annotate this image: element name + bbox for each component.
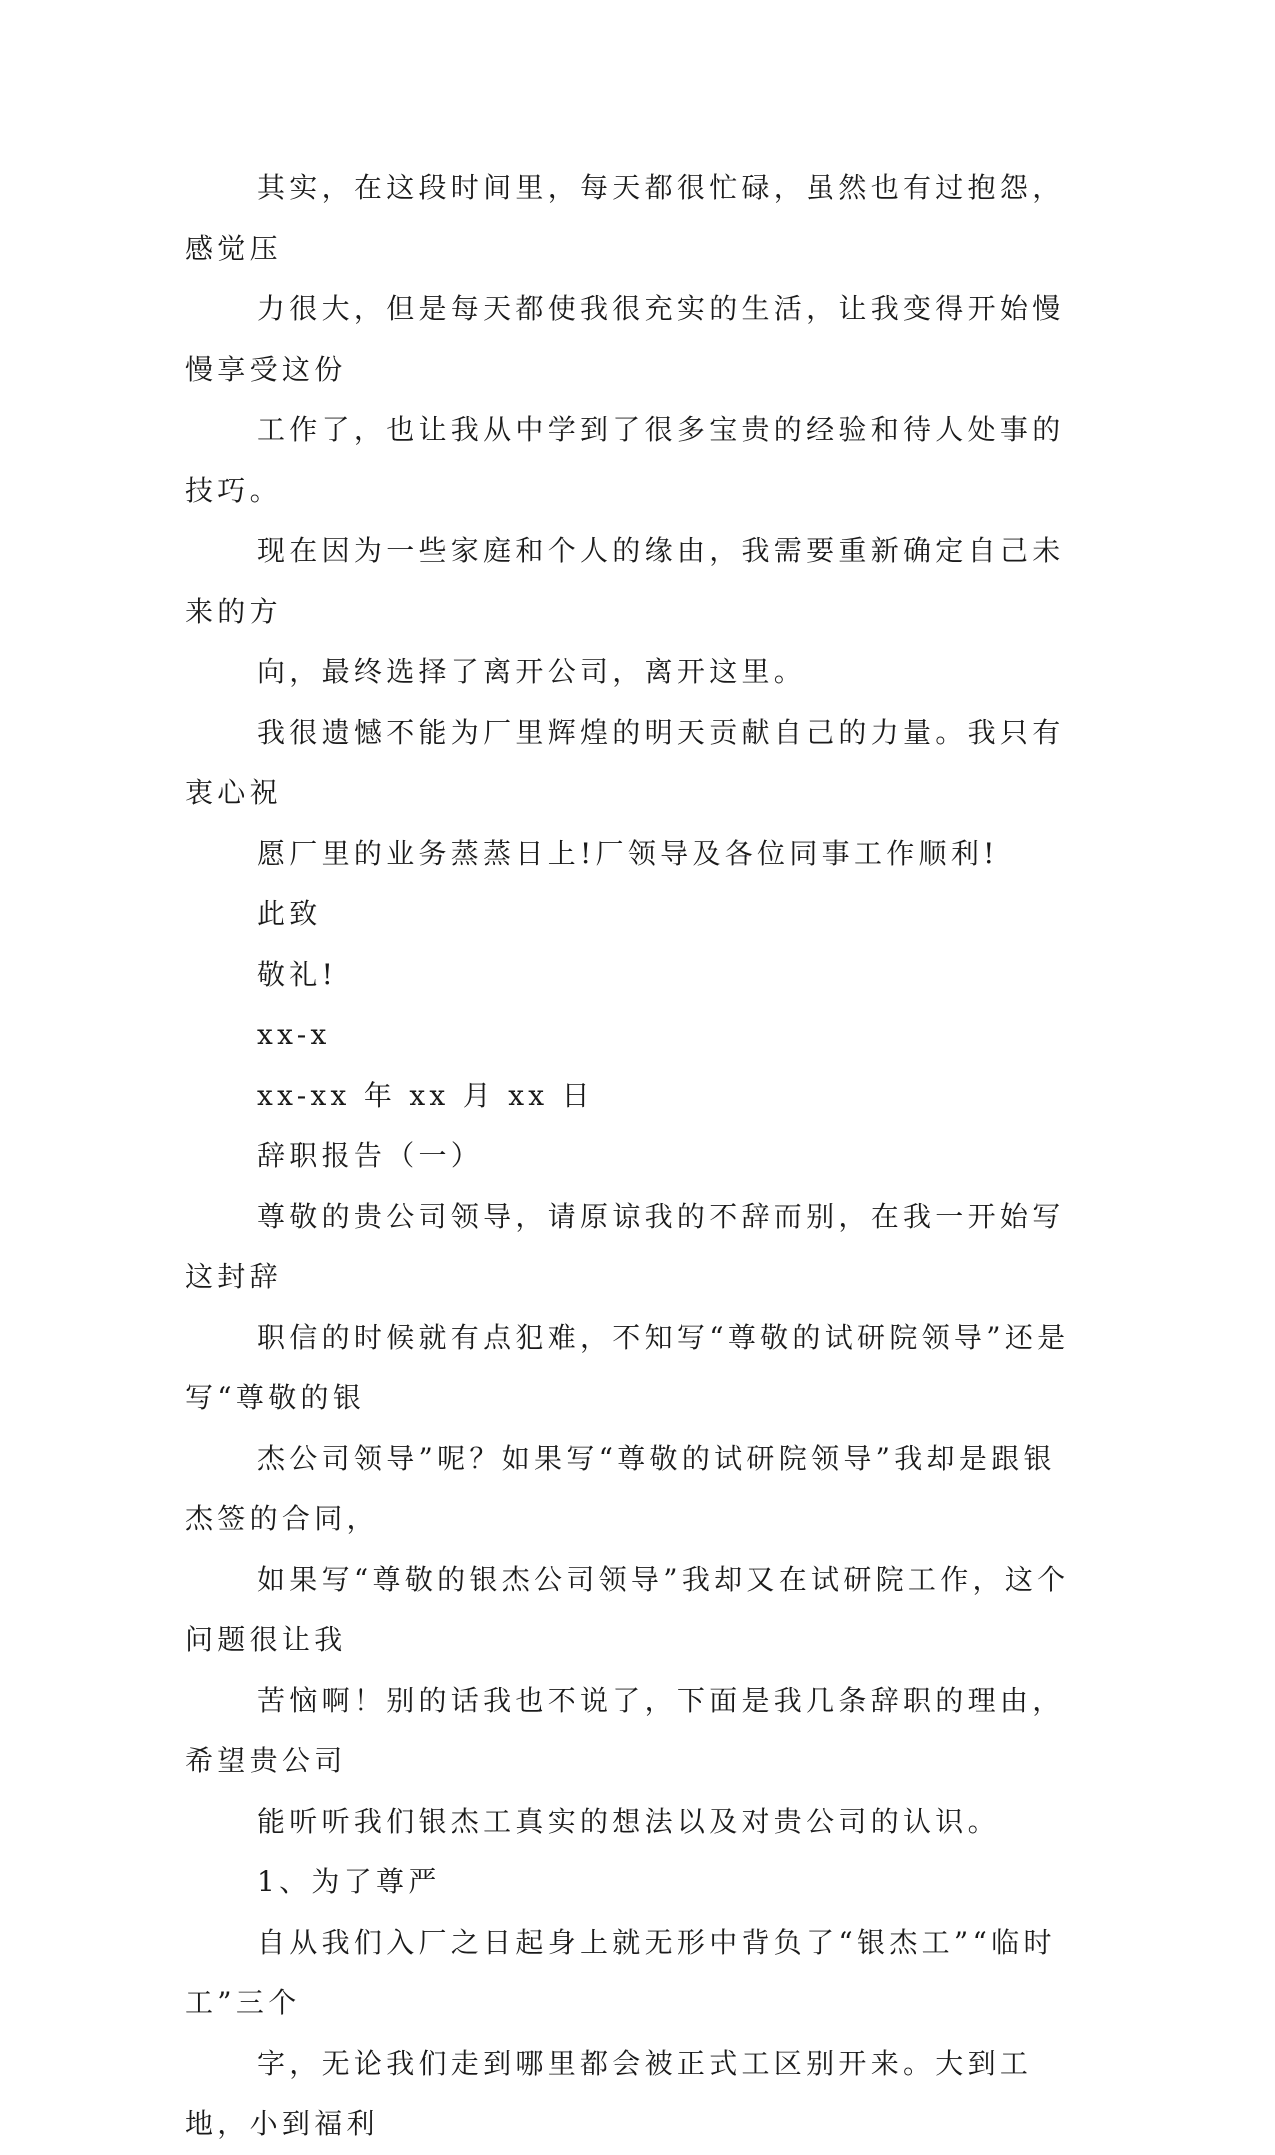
text-line: 1、为了尊严: [257, 1865, 441, 1898]
text-line: 工作了，也让我从中学到了很多宝贵的经验和待人处事的技巧。: [185, 413, 1065, 507]
text-line: 如果写“尊敬的银杰公司领导”我却又在试研院工作，这个问题很让我: [185, 1562, 1070, 1656]
text-line: xx-xx 年 xx 月 xx 日: [257, 1078, 594, 1112]
signature-date: [185, 1066, 1085, 1127]
closing-salutation: [185, 884, 1085, 945]
text-line: 愿厂里的业务蒸蒸日上!厂领导及各位同事工作顺利!: [257, 836, 999, 870]
paragraph-dignity: [185, 1913, 1085, 2155]
closing-regards: [185, 945, 1085, 1006]
text-line: 我很遗憾不能为厂里辉煌的明天贡献自己的力量。我只有衷心祝: [185, 715, 1065, 809]
text-line: 敬礼!: [257, 957, 338, 991]
text-line: 向，最终选择了离开公司，离开这里。: [257, 655, 807, 688]
text-line: 现在因为一些家庭和个人的缘由，我需要重新确定自己未来的方: [185, 534, 1065, 628]
text-line: 职信的时候就有点犯难，不知写“尊敬的试研院领导”还是写“尊敬的银: [185, 1320, 1070, 1414]
text-line: 字，无论我们走到哪里都会被正式工区别开来。大到工地，小到福利: [185, 2046, 1033, 2140]
text-line: xx-x: [257, 1018, 331, 1051]
document-body: [185, 158, 1085, 2155]
text-line: 力很大，但是每天都使我很充实的生活，让我变得开始慢慢享受这份: [185, 292, 1065, 386]
paragraph-best-wishes: [185, 703, 1085, 885]
text-line: 此致: [257, 897, 322, 930]
paragraph-opening: [185, 1187, 1085, 1853]
section-heading: [185, 1126, 1085, 1187]
text-line: 其实，在这段时间里，每天都很忙碌，虽然也有过抱怨，感觉压: [185, 171, 1065, 265]
paragraph-reason-leaving: [185, 521, 1085, 703]
text-line: 尊敬的贵公司领导，请原谅我的不辞而别，在我一开始写这封辞: [185, 1199, 1065, 1293]
text-line: 能听听我们银杰工真实的想法以及对贵公司的认识。: [257, 1804, 1000, 1838]
text-line: 苦恼啊！别的话我也不说了，下面是我几条辞职的理由，希望贵公司: [185, 1683, 1065, 1777]
list-item-heading: [185, 1852, 1085, 1913]
signature-name: [185, 1005, 1085, 1066]
text-line: 杰公司领导”呢？如果写“尊敬的试研院领导”我却是跟银杰签的合同，: [185, 1441, 1056, 1535]
text-line: 辞职报告（一）: [257, 1139, 484, 1172]
paragraph-work-experience: [185, 158, 1085, 521]
text-line: 自从我们入厂之日起身上就无形中背负了“银杰工”“临时工”三个: [185, 1925, 1056, 2019]
